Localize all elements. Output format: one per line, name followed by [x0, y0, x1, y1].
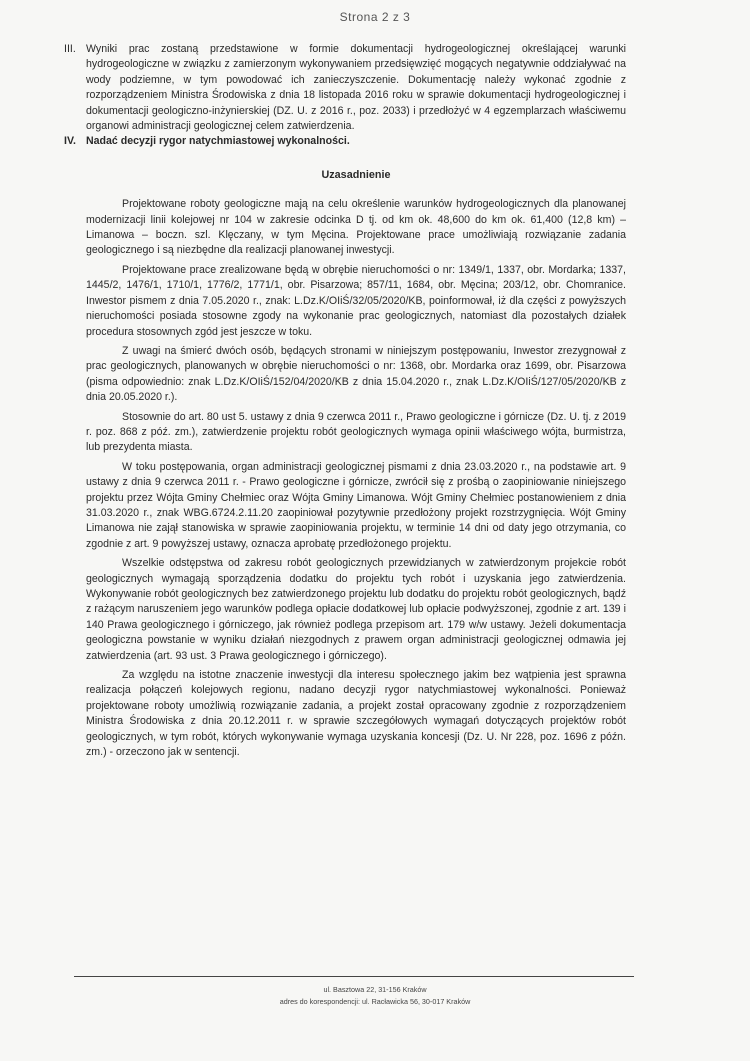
paragraph: W toku postępowania, organ administracji geologicznej pismami z dnia 23.03.2020 r., na podstawie art. 9 ustawy z dnia 9 czerwca 2011 r. - Prawo geologiczne i górnicze, zwrócił się z prośbą o zaopiniowanie niniejszego projektu przez Wójta Gminy Chełmiec oraz Wójta Gminy Limanowa. Wójt Gminy Chełmiec postanowieniem z dnia 31.03.2020 r., znak WBG.6724.2.11.20 zaopiniował pozytywnie przedłożony projekt rozstrzygnięcia. Wójt Gminy Limanowa nie zajął stanowiska w sprawie zaopiniowania projektu, w terminie 14 dni od daty jego otrzymania, co zgodnie z art. 9 powyższej ustawy, oznacza aprobatę przedłożonego projektu.: [86, 460, 626, 550]
footer-correspondence-address: adres do korespondencji: ul. Racławicka 56, 30-017 Kraków: [279, 997, 471, 1006]
paragraph: Za względu na istotne znaczenie inwestycji dla interesu społecznego jakim bez wątpienia jest sprawna realizacja połączeń kolejowych regionu, nadano decyzji rygor natychmiastowej wykonalności. Ponieważ projektowane roboty umożliwią rozwiązanie zadania, a projekt został opracowany zgodnie z rozporządzeniem Ministra Środowiska z dnia 20.12.2011 r. w sprawie szczegółowych wymagań dotyczących projektów robót geologicznych, w tym robót, których wykonywanie wymaga uzyskania koncesji (Dz. U. Nr 228, poz. 1696 z późn. zm.) - orzeczono jak w sentencji.: [86, 669, 626, 759]
list-text: Wyniki prac zostaną przedstawione w formie dokumentacji hydrogeologicznej określającej warunki hydrogeologiczne w związku z zamierzonym wykonywaniem przedsięwzięć mogących negatywnie oddziaływać na wody podziemne, w tym powodować ich zanieczyszczenie. Dokumentację należy wykonać zgodnie z rozporządzeniem Ministra Środowiska z dnia 18 listopada 2016 roku w sprawie dokumentacji hydrogeologicznej i dokumentacji geologiczno-inżynierskiej (DZ. U. z 2016 r., poz. 2033) i przedłożyć w 4 egzemplarzach właściwemu organowi administracji geologicznej celem zatwierdzenia.: [86, 43, 626, 133]
list-number: III.: [64, 43, 76, 55]
paragraph: Stosownie do art. 80 ust 5. ustawy z dnia 9 czerwca 2011 r., Prawo geologiczne i górnicze (Dz. U. tj. z 2019 r. poz. 868 z póź. zm.), zatwierdzenie projektu robót geologicznych wymaga opinii właściwego wójta, burmistrza, lub prezydenta miasta.: [86, 410, 626, 454]
page-number: Strona 2 z 3: [339, 10, 411, 24]
footer-divider: [74, 976, 634, 977]
paragraph: Projektowane prace zrealizowane będą w obrębie nieruchomości o nr: 1349/1, 1337, obr. Mordarka; 1337, 1445/2, 1476/1, 1710/1, 1776/2, 1771/1, obr. Pisarzowa; 857/11, 1684, obr. Męcina; 203/12, obr. Chomranice. Inwestor pismem z dnia 7.05.2020 r., znak: L.Dz.K/OIiŚ/32/05/2020/KB, poinformował, iż dla części z powyższych nieruchomości posiada stosowne zgody na wykonanie prac geologicznych, natomiast dla pozostałych działek procedura stosownych zgód jest jeszcze w toku.: [86, 263, 626, 338]
list-number: IV.: [64, 135, 76, 148]
section-heading: Uzasadnienie: [321, 168, 391, 181]
paragraph: Projektowane roboty geologiczne mają na celu określenie warunków hydrogeologicznych dla planowanej modernizacji linii kolejowej nr 104 w zakresie odcinka D tj. od km ok. 48,600 do km ok. 61,400 (12,8 km) – Limanowa – boczn. szl. Klęczany, w tym Męcina. Projektowane prace umożliwiają rozwiązanie zadania geologicznego i są niezbędne dla realizacji planowanej inwestycji.: [86, 198, 626, 257]
decision-item-iii: [64, 42, 626, 134]
decision-item-iv: [64, 134, 626, 149]
list-text: Nadać decyzji rygor natychmiastowej wykonalności.: [86, 135, 350, 148]
document-body: [64, 42, 626, 764]
paragraph: Z uwagi na śmierć dwóch osób, będących stronami w niniejszym postępowaniu, Inwestor zrezygnował z prac geologicznych, planowanych w obrębie nieruchomości o nr: 1368, obr. Mordarka oraz 1699, obr. Pisarzowa (pisma odpowiednio: znak L.Dz.K/OIiŚ/152/04/2020/KB z dnia 15.04.2020 r., znak L.Dz.K/OIiŚ/127/05/2020/KB z dnia 20.05.2020 r.).: [86, 344, 626, 404]
paragraph: Wszelkie odstępstwa od zakresu robót geologicznych przewidzianych w zatwierdzonym projekcie robót geologicznych wymagają sporządzenia dodatku do projektu tych robót i uzyskania jego zatwierdzenia. Wykonywanie robót geologicznych bez zatwierdzonego projektu lub dodatku do projektu robót geologicznych, bądź z rażącym naruszeniem jego warunków podlega opłacie dodatkowej lub opłacie podwyższonej, zgodnie z art. 139 i 140 Prawa geologicznego i górniczego, jak również podlega przepisom art. 179 w/w ustawy. Jeżeli dokumentacja geologiczna powstanie w wyniku działań niezgodnych z prawem organ administracji geologicznej odmawia jej zatwierdzenia (art. 93 ust. 3 Prawa geologicznego i górniczego).: [86, 557, 626, 662]
footer-address: ul. Basztowa 22, 31-156 Kraków: [323, 985, 427, 994]
